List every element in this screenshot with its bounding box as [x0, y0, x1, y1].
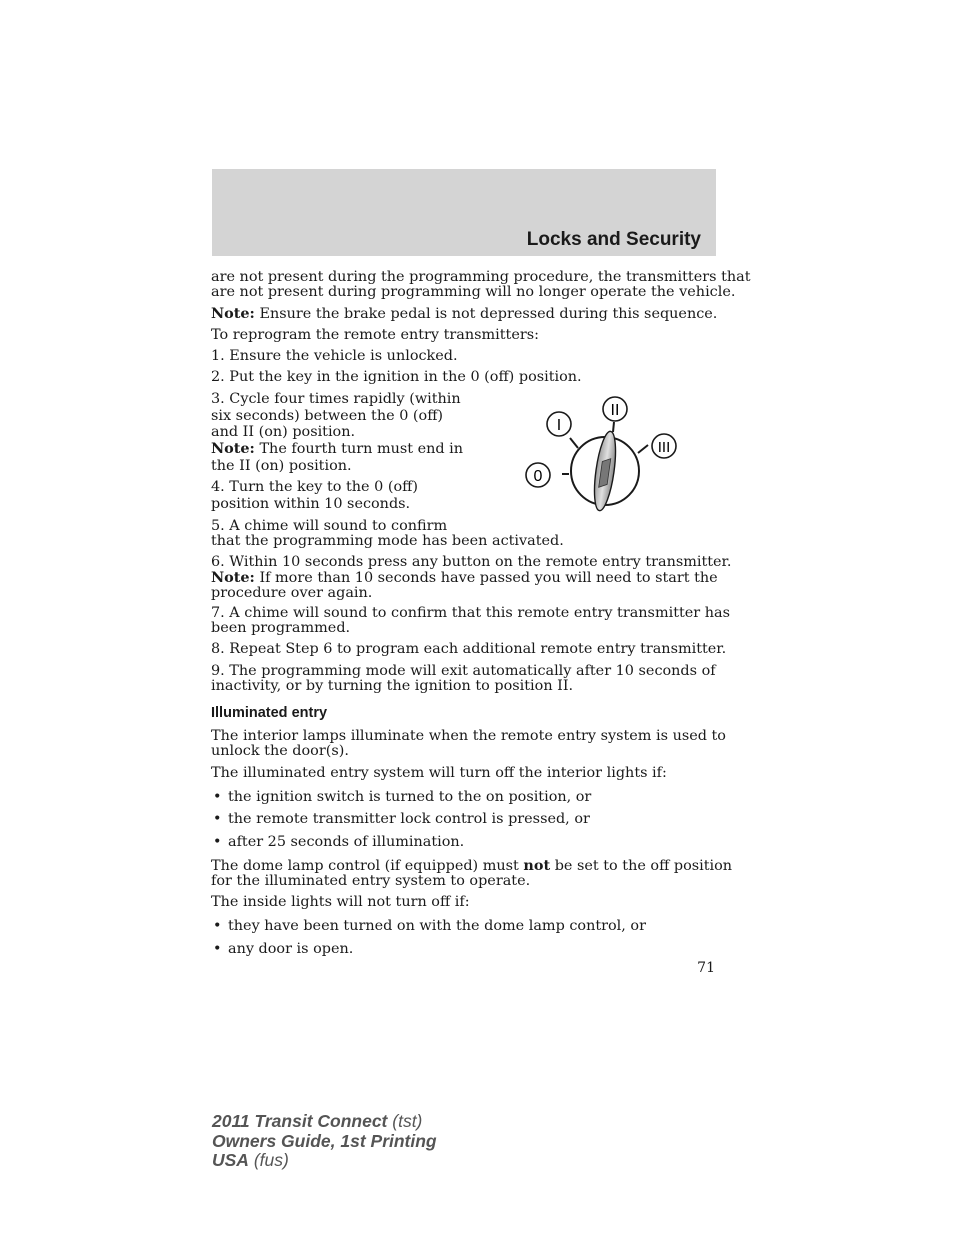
step-6: 6. Within 10 seconds press any button on the remote entry transmitter. Note: If more than 10 seconds have passed you will need to start the procedure over again.	[211, 554, 732, 602]
step-1: 1. Ensure the vehicle is unlocked.	[211, 348, 458, 364]
step-5: 5. A chime will sound to confirm that the programming mode has been activated.	[211, 518, 564, 550]
ignition-diagram	[512, 390, 692, 520]
paragraph-reprogram: To reprogram the remote entry transmitters:	[211, 327, 539, 343]
position-label-3: III	[657, 439, 671, 456]
paragraph-dome-lamp: The dome lamp control (if equipped) must not be set to the off position for the illuminated entry system to operate.	[211, 857, 733, 890]
position-label-1: I	[556, 417, 562, 434]
footer-print-info: 2011 Transit Connect (tst) Owners Guide, 1st Printing USA (fus)	[212, 1111, 437, 1170]
paragraph-interior-lamps: The interior lamps illuminate when the remote entry system is used to unlock the door(s).	[211, 728, 726, 760]
section-header-band	[212, 169, 716, 256]
position-marker-1	[570, 438, 578, 448]
step-4: 4. Turn the key to the 0 (off) position within 10 seconds.	[211, 479, 418, 512]
step-3: 3. Cycle four times rapidly (within six seconds) between the 0 (off) and II (on) position. Note: The fourth turn must end in the II (on) position.	[211, 391, 464, 474]
paragraph-intro: are not present during the programming procedure, the transmitters that are not present during programming will no longer operate the vehicle.	[211, 269, 751, 301]
paragraph-turn-off-if: The illuminated entry system will turn off the interior lights if:	[211, 765, 667, 781]
heading-illuminated-entry: Illuminated entry	[211, 705, 328, 721]
step-7: 7. A chime will sound to confirm that this remote entry transmitter has been programmed.	[211, 605, 730, 637]
note-brake-pedal: Note: Ensure the brake pedal is not depressed during this sequence.	[211, 305, 718, 322]
paragraph-not-turn-off: The inside lights will not turn off if:	[211, 894, 470, 910]
step-9: 9. The programming mode will exit automatically after 10 seconds of inactivity, or by turning the ignition to position II.	[211, 663, 716, 695]
step-2: 2. Put the key in the ignition in the 0 (off) position.	[211, 369, 582, 385]
position-label-0: 0	[533, 468, 543, 485]
page-number: 71	[697, 960, 715, 976]
position-label-2: II	[610, 402, 620, 419]
section-title: Locks and Security	[526, 229, 701, 250]
position-marker-2	[613, 422, 614, 432]
step-8: 8. Repeat Step 6 to program each additional remote entry transmitter.	[211, 641, 727, 657]
position-marker-3	[638, 445, 648, 453]
